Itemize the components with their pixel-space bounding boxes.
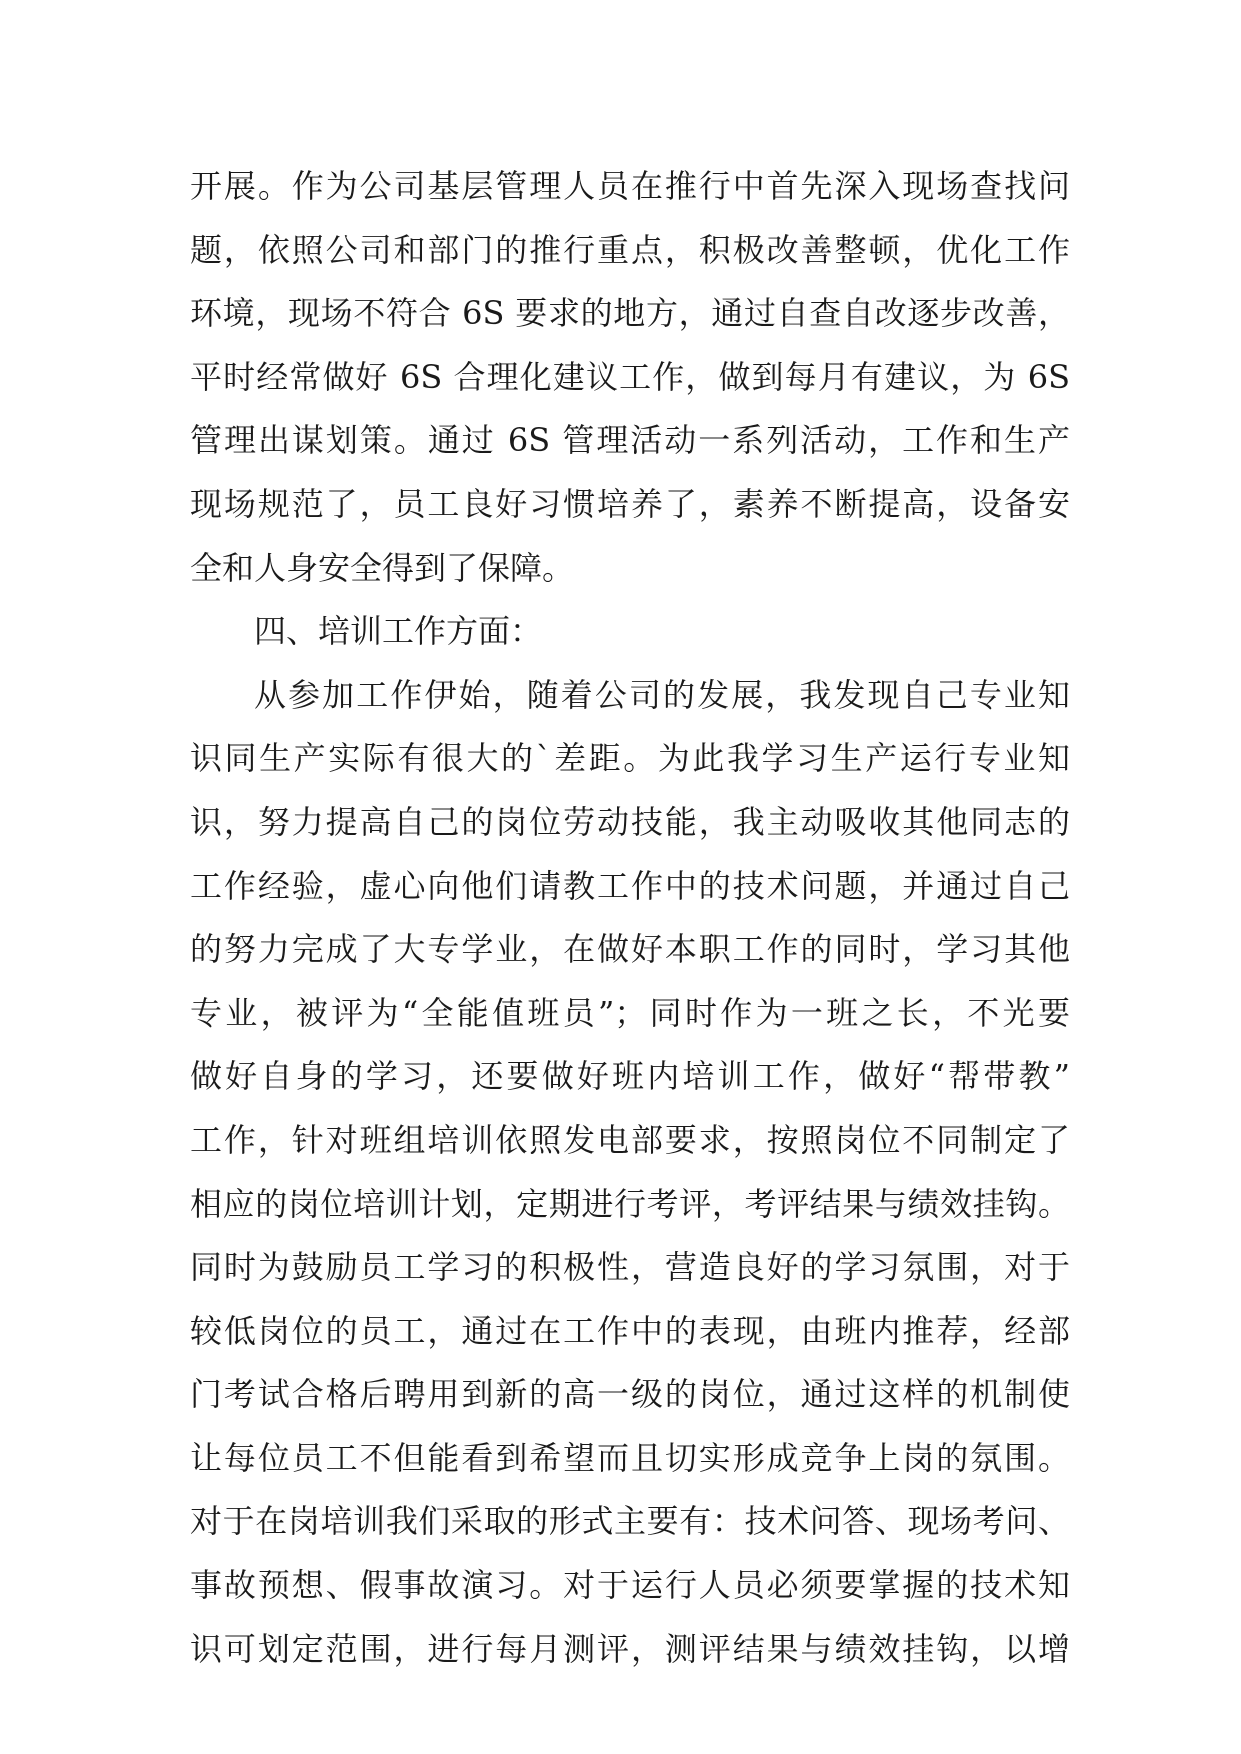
paragraph-first-line: 从参加工作伊始，随着公司的发展，我发现自己专业知	[254, 675, 1070, 714]
text-line: 专业，被评为“全能值班员”；同时作为一班之长，不光要	[190, 993, 1070, 1032]
text-line: 让每位员工不但能看到希望而且切实形成竞争上岗的氛围。	[190, 1438, 1070, 1477]
text-line: 的努力完成了大专学业，在做好本职工作的同时，学习其他	[190, 930, 1070, 969]
text-line: 全和人身安全得到了保障。	[190, 548, 575, 587]
text-line: 平时经常做好 6S 合理化建议工作，做到每月有建议，为 6S	[190, 357, 1070, 396]
text-line: 做好自身的学习，还要做好班内培训工作，做好“帮带教”	[190, 1057, 1070, 1096]
text-line: 题，依照公司和部门的推行重点，积极改善整顿，优化工作	[190, 230, 1070, 269]
text-line: 相应的岗位培训计划，定期进行考评，考评结果与绩效挂钩。	[190, 1184, 1070, 1223]
text-line: 事故预想、假事故演习。对于运行人员必须要掌握的技术知	[190, 1566, 1070, 1605]
text-line: 管理出谋划策。通过 6S 管理活动一系列活动，工作和生产	[190, 421, 1070, 460]
text-line: 识，努力提高自己的岗位劳动技能，我主动吸收其他同志的	[190, 802, 1070, 841]
text-line: 识同生产实际有很大的`差距。为此我学习生产运行专业知	[190, 739, 1070, 778]
text-line: 较低岗位的员工，通过在工作中的表现，由班内推荐，经部	[190, 1311, 1070, 1350]
text-line: 识可划定范围，进行每月测评，测评结果与绩效挂钩，以增	[190, 1629, 1070, 1668]
text-line: 工作经验，虚心向他们请教工作中的技术问题，并通过自己	[190, 866, 1070, 905]
text-line: 同时为鼓励员工学习的积极性，营造良好的学习氛围，对于	[190, 1248, 1070, 1287]
text-line: 门考试合格后聘用到新的高一级的岗位，通过这样的机制使	[190, 1375, 1070, 1414]
text-line: 环境，现场不符合 6S 要求的地方，通过自查自改逐步改善，	[190, 294, 1070, 333]
text-line: 开展。作为公司基层管理人员在推行中首先深入现场查找问	[190, 167, 1070, 205]
text-line: 对于在岗培训我们采取的形式主要有：技术问答、现场考问、	[190, 1502, 1070, 1541]
body-text	[190, 155, 1070, 1681]
text-line: 现场规范了，员工良好习惯培养了，素养不断提高，设备安	[190, 484, 1070, 523]
section-heading: 四、培训工作方面：	[254, 612, 543, 651]
text-line: 工作，针对班组培训依照发电部要求，按照岗位不同制定了	[190, 1120, 1070, 1159]
